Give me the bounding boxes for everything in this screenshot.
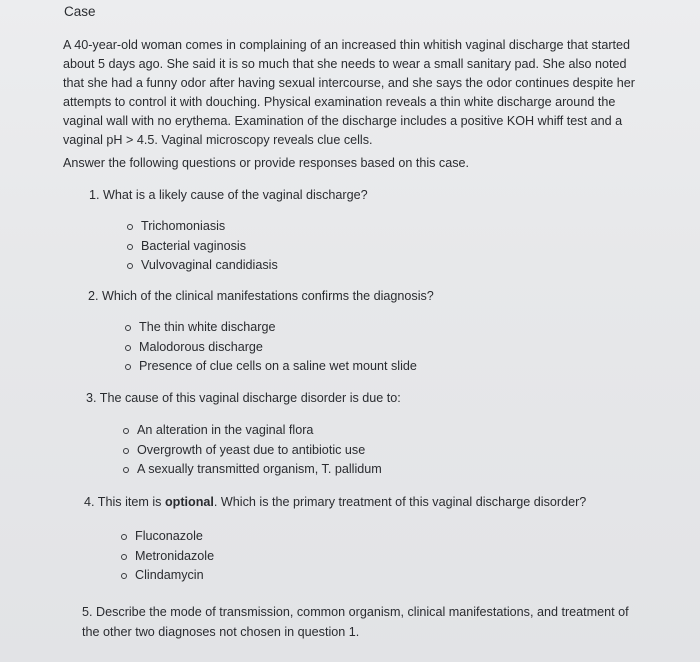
option-text: Bacterial vaginosis: [141, 238, 246, 253]
question-3: 3. The cause of this vaginal discharge disorder is due to:: [86, 391, 401, 405]
bullet-icon: [121, 573, 127, 579]
bullet-icon: [127, 263, 133, 269]
case-heading: Case: [64, 4, 96, 19]
question-4: [84, 495, 586, 509]
question-1-options: [127, 217, 278, 276]
list-item: [123, 421, 382, 441]
list-item: [127, 256, 278, 276]
option-text: The thin white discharge: [139, 320, 276, 334]
bullet-icon: [123, 428, 129, 434]
question-5: 5. Describe the mode of transmission, common organism, clinical manifestations, and treatment of the other two diagnoses not chosen in question 1.: [82, 605, 629, 639]
question-2: 2. Which of the clinical manifestations confirms the diagnosis?: [88, 289, 434, 303]
list-item: [127, 237, 278, 257]
list-item: [121, 527, 214, 547]
bullet-icon: [125, 345, 131, 351]
question-4-prefix: 4. This item is: [84, 495, 165, 509]
bullet-icon: [121, 554, 127, 560]
list-item: [125, 338, 417, 358]
bullet-icon: [125, 325, 131, 331]
question-4-options: [121, 527, 214, 586]
list-item: [121, 566, 214, 586]
list-item: [123, 441, 382, 461]
list-item: [121, 547, 214, 567]
bullet-icon: [123, 448, 129, 454]
bullet-icon: [121, 534, 127, 540]
list-item: [123, 460, 382, 480]
option-text: Trichomoniasis: [141, 219, 226, 233]
question-2-options: [125, 318, 417, 377]
option-text: Fluconazole: [135, 529, 203, 543]
option-text: A sexually transmitted organism, T. pallidum: [137, 462, 382, 476]
question-3-options: [123, 421, 382, 480]
bullet-icon: [127, 244, 133, 250]
instructions-text: Answer the following questions or provide responses based on this case.: [63, 156, 470, 170]
option-text: Metronidazole: [135, 548, 215, 563]
bullet-icon: [123, 467, 129, 473]
option-text: Presence of clue cells on a saline wet mount slide: [139, 359, 417, 373]
question-1: 1. What is a likely cause of the vaginal discharge?: [89, 188, 368, 202]
option-text: An alteration in the vaginal flora: [137, 423, 314, 437]
list-item: [127, 217, 278, 237]
question-4-suffix: . Which is the primary treatment of this vaginal discharge disorder?: [213, 495, 587, 509]
option-text: Overgrowth of yeast due to antibiotic use: [137, 442, 366, 457]
option-text: Malodorous discharge: [139, 339, 263, 354]
bullet-icon: [125, 364, 131, 370]
option-text: Vulvovaginal candidiasis: [141, 258, 278, 272]
bullet-icon: [127, 224, 133, 230]
optional-emphasis: optional: [164, 495, 214, 509]
list-item: [125, 357, 417, 377]
list-item: [125, 318, 417, 338]
case-description: A 40-year-old woman comes in complaining of an increased thin whitish vaginal discharge that started about 5 days ago. She said it is so much that she needs to wear a small sanitary pad. She also noted that she had a funny odor after having sexual intercourse, and she says the odor continues despite her attempts to control it with douching. Physical examination reveals a thin white discharge around the vaginal wall with no erythema. Examination of the discharge includes a positive KOH whiff test and a vaginal pH > 4.5. Vaginal microscopy reveals clue cells.: [63, 38, 635, 147]
option-text: Clindamycin: [135, 568, 204, 582]
